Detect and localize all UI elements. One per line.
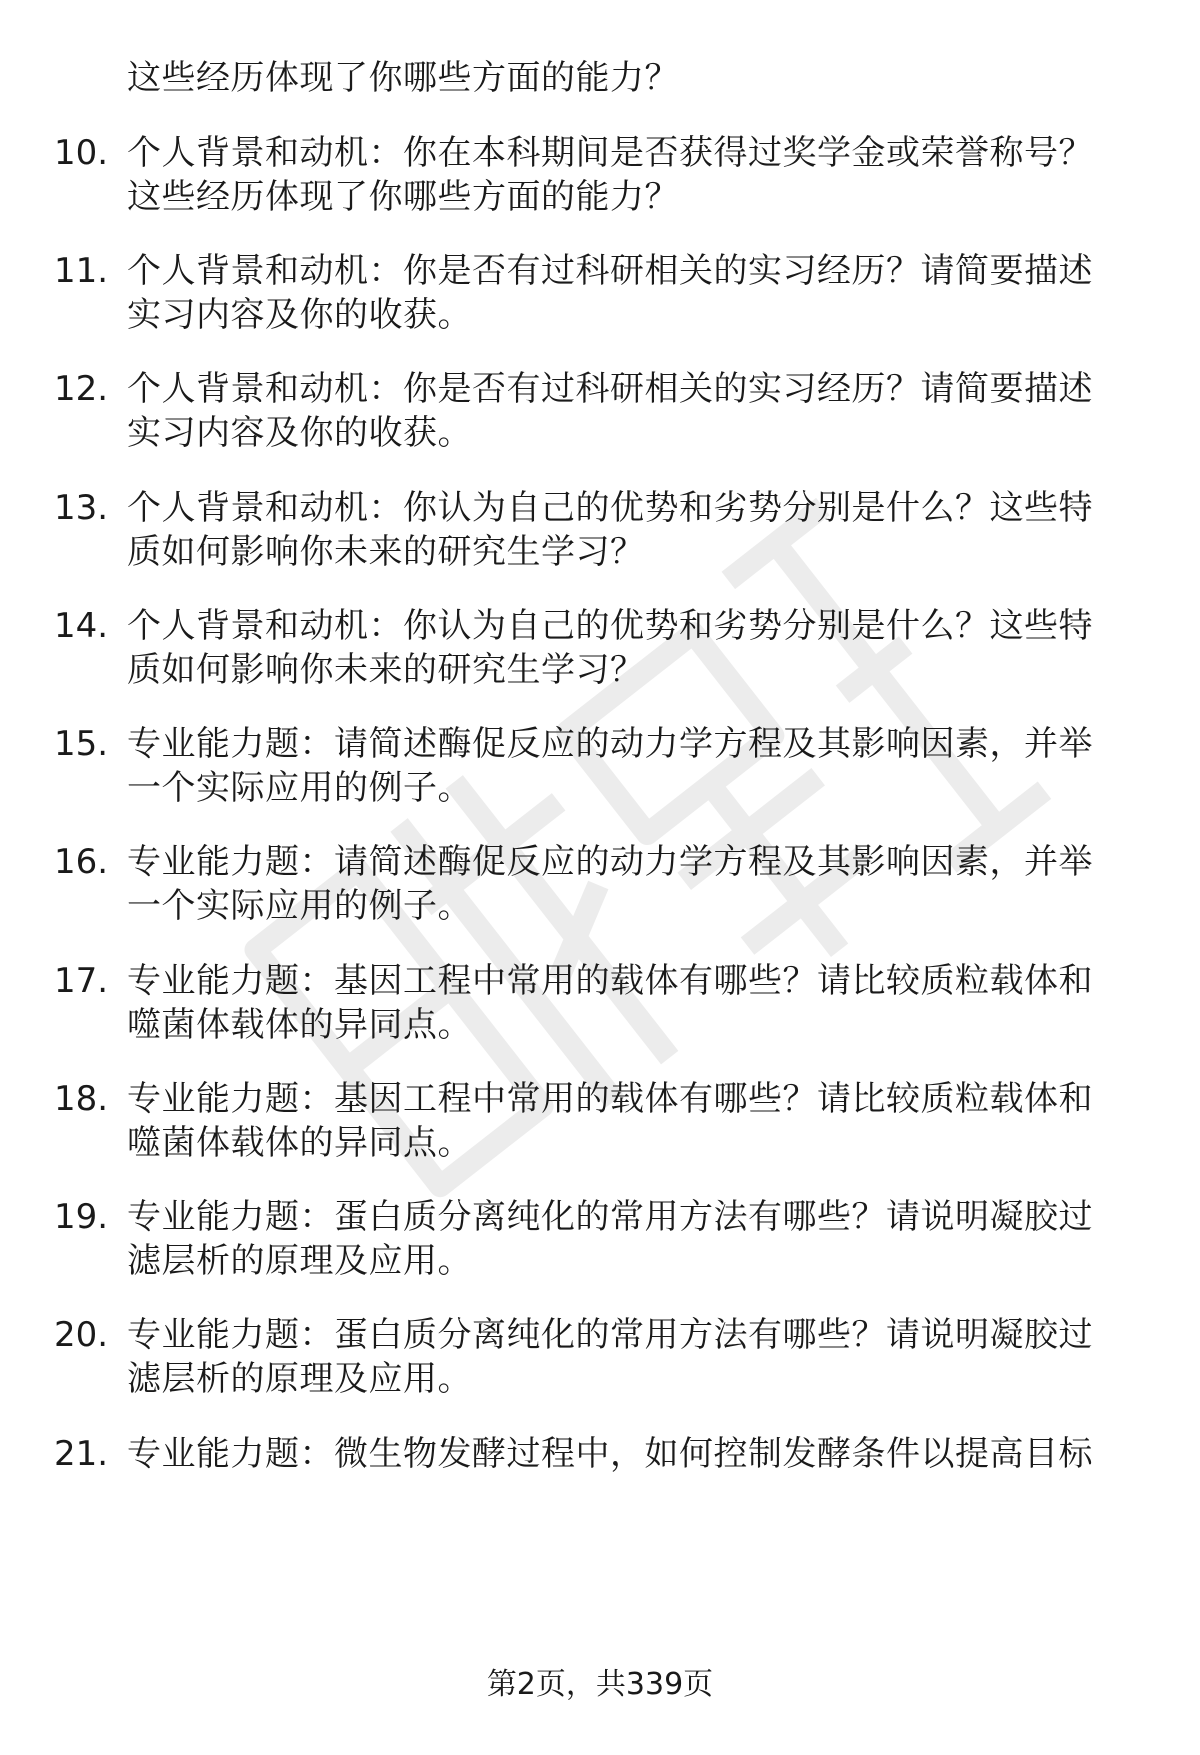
- question-number: 19.: [54, 1197, 109, 1237]
- question-number: 18.: [54, 1079, 109, 1119]
- question-line-2: 一个实际应用的例子。: [127, 768, 472, 808]
- question-line-1: 专业能力题：请简述酶促反应的动力学方程及其影响因素，并举: [127, 724, 1093, 764]
- page-number-footer: 第2页，共339页: [486, 1667, 714, 1702]
- question-line-1: 专业能力题：蛋白质分离纯化的常用方法有哪些？请说明凝胶过: [127, 1197, 1093, 1237]
- question-line-1: 专业能力题：基因工程中常用的载体有哪些？请比较质粒载体和: [127, 1079, 1093, 1119]
- question-number: 16.: [54, 842, 109, 882]
- question-line-2: 实习内容及你的收获。: [127, 413, 472, 453]
- question-number: 20.: [54, 1315, 109, 1355]
- question-line-1: 专业能力题：蛋白质分离纯化的常用方法有哪些？请说明凝胶过: [127, 1315, 1093, 1355]
- question-number: 13.: [54, 488, 109, 528]
- question-line-1: 专业能力题：基因工程中常用的载体有哪些？请比较质粒载体和: [127, 961, 1093, 1001]
- question-line-1: 专业能力题：微生物发酵过程中，如何控制发酵条件以提高目标: [127, 1434, 1093, 1474]
- question-line-1: 个人背景和动机：你认为自己的优势和劣势分别是什么？这些特: [127, 606, 1093, 646]
- question-line-1: 专业能力题：请简述酶促反应的动力学方程及其影响因素，并举: [127, 842, 1093, 882]
- question-line-1: 个人背景和动机：你在本科期间是否获得过奖学金或荣誉称号？: [127, 133, 1093, 173]
- question-line-1: 个人背景和动机：你是否有过科研相关的实习经历？请简要描述: [127, 369, 1093, 409]
- question-number: 17.: [54, 961, 109, 1001]
- question-line-2: 滤层析的原理及应用。: [127, 1359, 472, 1399]
- question-number: 15.: [54, 724, 109, 764]
- question-line-2: 这些经历体现了你哪些方面的能力？: [127, 177, 679, 217]
- question-line-2: 一个实际应用的例子。: [127, 886, 472, 926]
- question-line-2: 滤层析的原理及应用。: [127, 1241, 472, 1281]
- question-line-2: 质如何影响你未来的研究生学习？: [127, 532, 645, 572]
- question-number: 14.: [54, 606, 109, 646]
- question-line-2: 噬菌体载体的异同点。: [127, 1123, 472, 1163]
- question-number: 10.: [54, 133, 109, 173]
- question-line-2: 噬菌体载体的异同点。: [127, 1005, 472, 1045]
- question-line-1: 个人背景和动机：你是否有过科研相关的实习经历？请简要描述: [127, 251, 1093, 291]
- question-line-1: 个人背景和动机：你认为自己的优势和劣势分别是什么？这些特: [127, 488, 1093, 528]
- question-continuation-line: 这些经历体现了你哪些方面的能力？: [127, 58, 679, 98]
- question-line-2: 质如何影响你未来的研究生学习？: [127, 650, 645, 690]
- question-number: 11.: [54, 251, 109, 291]
- question-number: 12.: [54, 369, 109, 409]
- question-number: 21.: [54, 1434, 109, 1474]
- question-line-2: 实习内容及你的收获。: [127, 295, 472, 335]
